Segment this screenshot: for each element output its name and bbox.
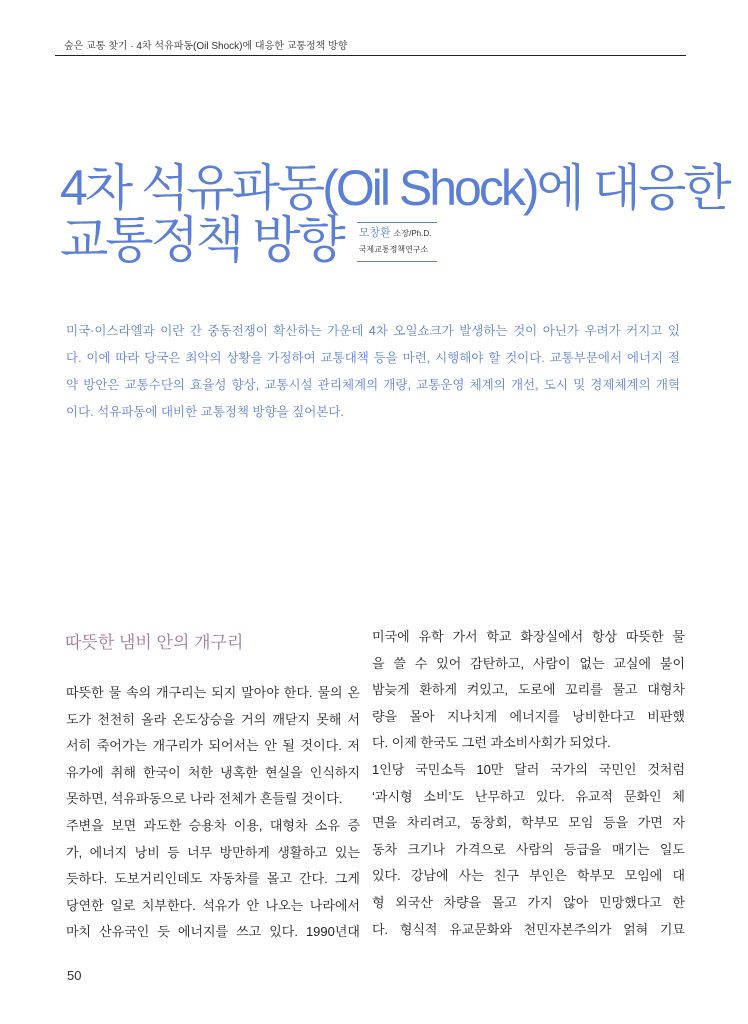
page-number: 50 [67, 968, 82, 983]
body-line: 면을 차리려고, 동창회, 학부모 모임 등을 가면 자 [372, 815, 685, 831]
author-organization: 국제교통정책연구소 [358, 245, 429, 254]
body-line: 가, 에너지 낭비 등 너무 방만하게 생활하고 있는 [66, 844, 360, 860]
lead-line: 미국·이스라엘과 이란 간 중동전쟁이 확산하는 가운데 4차 오일쇼크가 발생하는 것이 아닌가 우려가 커지고 있 [66, 324, 680, 338]
lead-line: 약 방안은 교통수단의 효율성 향상, 교통시설 관리체계의 개량, 교통운영 체계의 개선, 도시 및 경제체계의 개혁 [66, 378, 680, 392]
lead-paragraph [66, 322, 680, 430]
body-line: 서히 죽어가는 개구리가 되어서는 안 될 것이다. 저 [66, 738, 360, 754]
body-line: 을 쓸 수 있어 감탄하고, 사람이 없는 교실에 불이 [372, 655, 685, 671]
body-line: 주변을 보면 과도한 승용차 이용, 대형차 소유 증 [66, 817, 360, 833]
body-line: 도가 천천히 올라 온도상승을 거의 깨닫지 못해 서 [66, 711, 360, 727]
body-line: 다. 이제 한국도 그런 과소비사회가 되었다. [372, 735, 611, 751]
header-rule [55, 55, 686, 56]
article-title-line-1: 4차 석유파동(Oil Shock)에 대응한 [60, 160, 729, 216]
body-line: 량을 몰아 지나치게 에너지를 낭비한다고 비판했 [372, 708, 685, 724]
body-line: 따뜻한 물 속의 개구리는 되지 말아야 한다. 물의 온 [66, 685, 360, 700]
body-line: 유가에 취해 한국이 처한 냉혹한 현실을 인식하지 [66, 764, 360, 780]
running-header: 숲은 교통 찾기 · 4차 석유파동(Oil Shock)에 대응한 교통정책 방향 [64, 41, 348, 52]
body-line: 듯하다. 도보거리인데도 자동차를 몰고 간다. 그게 [66, 871, 360, 887]
author-name-line [359, 227, 432, 240]
body-line: 동차 크기나 가격으로 사람의 등급을 매기는 일도 [372, 841, 685, 857]
author-position: 소장/Ph.D. [393, 229, 432, 238]
body-line: 미국에 유학 가서 학교 화장실에서 항상 따뜻한 물 [372, 629, 685, 644]
author-box [357, 222, 437, 262]
body-line: 밤늦게 환하게 켜있고, 도로에 꼬리를 물고 대형차 [372, 682, 685, 698]
body-line: 못하면, 석유파동으로 나라 전체가 흔들릴 것이다. [66, 791, 343, 807]
body-line: 당연한 일로 치부한다. 석유가 안 나오는 나라에서 [66, 897, 360, 913]
body-line: 1인당 국민소득 10만 달러 국가의 국민인 것처럼 [372, 761, 685, 777]
body-line: ‘과시형 소비’도 난무하고 있다. 유교적 문화인 체 [372, 788, 685, 804]
lead-line: 다. 이에 따라 당국은 최악의 상황을 가정하여 교통대책 등을 마련, 시행해야 할 것이다. 교통부문에서 에너지 절 [66, 351, 680, 365]
body-line: 마치 산유국인 듯 에너지를 쓰고 있다. 1990년대 [66, 924, 360, 940]
body-column-1 [66, 683, 360, 949]
article-title-line-2: 교통정책 방향 [60, 212, 343, 268]
author-name: 모창환 [358, 227, 391, 239]
body-line: 있다. 강남에 사는 친구 부인은 학부모 모임에 대 [372, 868, 685, 884]
lead-line: 이다. 석유파동에 대비한 교통정책 방향을 짚어본다. [66, 405, 344, 419]
body-column-2 [372, 627, 685, 946]
body-line: 다. 형식적 유교문화와 천민자본주의가 얽혀 기묘 [372, 921, 685, 937]
body-line: 형 외국산 차량을 몰고 가지 않아 민망했다고 한 [372, 894, 685, 910]
title-author-row [60, 214, 437, 266]
section-heading: 따뜻한 냄비 안의 개구리 [65, 633, 244, 652]
